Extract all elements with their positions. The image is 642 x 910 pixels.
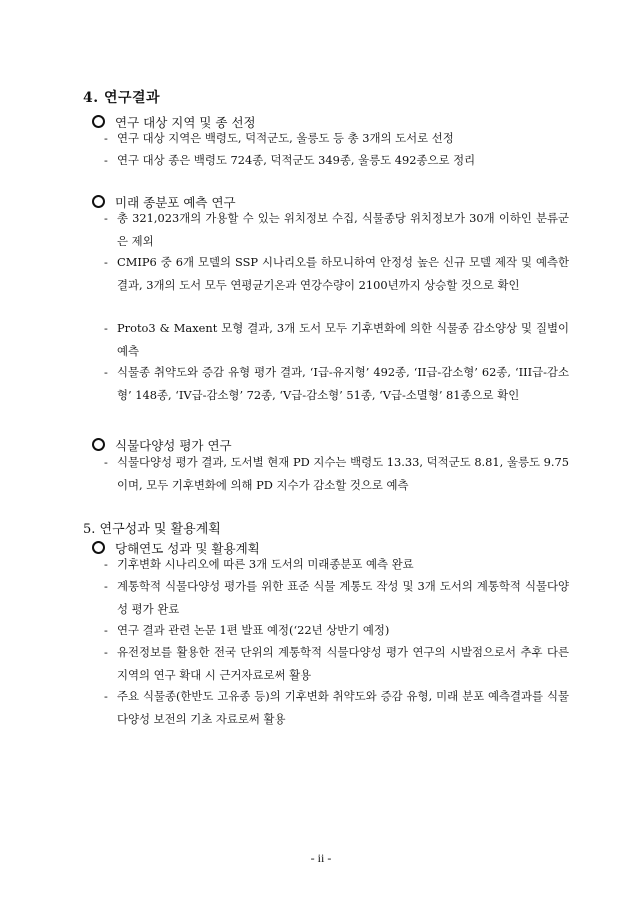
dash-marker: - [104,689,108,703]
dash-marker: - [104,455,108,469]
subsection-heading: 식물다양성 평가 연구 [92,436,232,454]
dash-marker: - [104,645,108,659]
dash-marker: - [104,321,108,335]
list-item: - 주요 식물종(한반도 고유종 등)의 기후변화 취약도와 증감 유형, 미래 분포 예측결과를 식물다양성 보전의 기초 자료로써 활용 [117,685,569,730]
list-item: - 식물다양성 평가 결과, 도서별 현재 PD 지수는 백령도 13.33, 덕적군도 8.81, 울릉도 9.75이며, 모두 기후변화에 의해 PD 지수가 감소할 것으로 예측 [117,451,569,496]
dash-marker: - [104,211,108,225]
list-item: - CMIP6 중 6개 모델의 SSP 시나리오를 하모니하여 안정성 높은 신규 모델 제작 및 예측한 결과, 3개의 도서 모두 연평균기온과 연강수량이 2100년까지 상승할 것으로 확인 [117,251,569,296]
hollow-circle-bullet-icon [92,438,105,451]
list-item: - Proto3 & Maxent 모형 결과, 3개 도서 모두 기후변화에 의한 식물종 감소양상 및 질별이 예측 [117,317,569,362]
subsection-heading: 연구 대상 지역 및 종 선정 [92,113,256,131]
dash-marker: - [104,153,108,167]
dash-marker: - [104,131,108,145]
list-item: - 계통학적 식물다양성 평가를 위한 표준 식물 계통도 작성 및 3개 도서의 계통학적 식물다양성 평가 완료 [117,575,569,620]
list-item: - 연구 결과 관련 논문 1편 발표 예정(‘22년 상반기 예정) [117,619,569,642]
subsection-heading: 당해연도 성과 및 활용계획 [92,539,260,557]
page-number: - ii - [310,851,332,865]
list-item: - 유전정보를 활용한 전국 단위의 계통학적 식물다양성 평가 연구의 시발점으로서 추후 다른 지역의 연구 확대 시 근거자료로써 활용 [117,641,569,686]
section-5-title: 5. 연구성과 및 활용계획 [83,522,221,537]
list-item: - 연구 대상 지역은 백령도, 덕적군도, 울릉도 등 총 3개의 도서로 선정 [117,127,569,150]
dash-marker: - [104,579,108,593]
dash-marker: - [104,557,108,571]
subsection-heading: 미래 종분포 예측 연구 [92,193,236,211]
list-item: - 기후변화 시나리오에 따른 3개 도서의 미래종분포 예측 완료 [117,553,569,576]
list-item: - 총 321,023개의 가용할 수 있는 위치정보 수집, 식물종당 위치정보가 30개 이하인 분류군은 제외 [117,207,569,252]
list-item: - 식물종 취약도와 증감 유형 평가 결과, ‘I급-유지형’ 492종, ‘II급-감소형’ 62종, ‘III급-감소형’ 148종, ‘IV급-감소형’ 72종, ‘V급-감소형’ 51종, ‘V급-소멸형’ 81종으로 확인 [117,361,569,406]
dash-marker: - [104,255,108,269]
list-item: - 연구 대상 종은 백령도 724종, 덕적군도 349종, 울릉도 492종으로 정리 [117,149,569,172]
section-4-title: 4. 연구결과 [83,90,161,106]
dash-marker: - [104,365,108,379]
dash-marker: - [104,623,108,637]
